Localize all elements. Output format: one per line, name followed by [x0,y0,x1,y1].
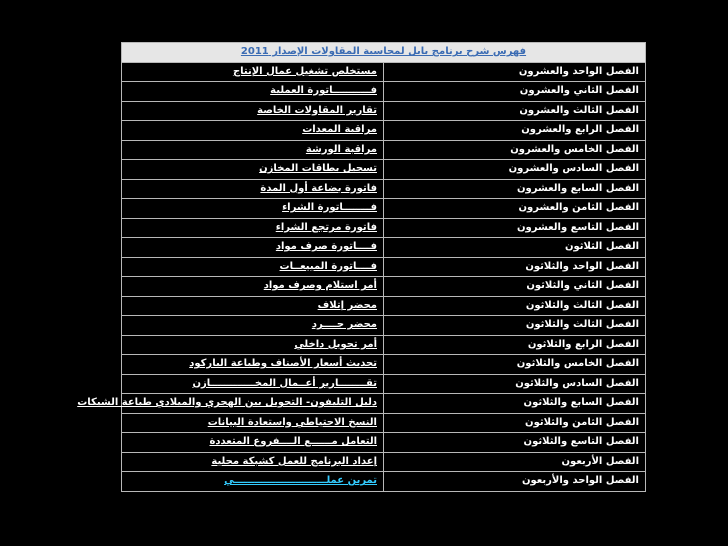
chapter-label: الفصل الثاني والثلاثون [384,277,646,297]
topic-link[interactable]: أمر استلام وصرف مواد [122,277,384,297]
table-row [122,355,646,375]
topic-link[interactable]: فــــــــاتورة الشراء [122,199,384,219]
chapter-label: الفصل الثامن والعشرون [384,199,646,219]
table-row [122,238,646,258]
table-row [122,316,646,336]
topic-link[interactable]: إعداد البرنامج للعمل كشبكة محلية [122,452,384,472]
topic-link[interactable]: مراقبة الورشة [122,140,384,160]
topic-link[interactable]: تسجيل بطاقات المخازن [122,160,384,180]
topic-link[interactable]: فـــــــــــاتورة العملية [122,82,384,102]
chapter-label: الفصل السادس والثلاثون [384,374,646,394]
chapter-label: الفصل الخامس والعشرون [384,140,646,160]
table-row [122,277,646,297]
chapter-label: الفصل الرابع والعشرون [384,121,646,141]
topic-link[interactable]: أمر تحويل داخلي [122,335,384,355]
table-row [122,452,646,472]
chapter-label: الفصل الواحد والثلاثون [384,257,646,277]
chapter-label: الفصل الثلاثون [384,238,646,258]
topic-link[interactable]: محضر جــــرد [122,316,384,336]
index-title[interactable]: فهرس شرح برنامج بابل لمحاسبة المقاولات الإصدار 2011 [122,43,646,63]
table-row [122,335,646,355]
chapter-label: الفصل السابع والثلاثون [384,394,646,414]
chapter-label: الفصل الخامس والثلاثون [384,355,646,375]
topic-link[interactable]: فاتورة مرتجع الشراء [122,218,384,238]
topic-link[interactable]: تقارير المقاولات الخاصة [122,101,384,121]
chapter-label: الفصل الثالث والعشرون [384,101,646,121]
table-row [122,62,646,82]
chapter-label: الفصل السادس والعشرون [384,160,646,180]
chapter-label: الفصل الثالث والثلاثون [384,296,646,316]
table-row [122,296,646,316]
table-row [122,218,646,238]
topic-link[interactable]: دليل التليفون- التحويل بين الهجري والميلادي طباعة الشيكات [122,394,384,414]
topic-link[interactable]: مراقبة المعدات [122,121,384,141]
chapter-label: الفصل الثالث والثلاثون [384,316,646,336]
chapters-index-table [77,42,646,492]
table-row [122,82,646,102]
topic-link[interactable]: مستخلص تشغيل عمال الإنتاج [122,62,384,82]
topic-link[interactable]: فــــاتورة المبيعــات [122,257,384,277]
chapter-label: الفصل الواحد والأربعون [384,472,646,492]
topic-link[interactable]: تقــــــــارير أعــمال المخـــــــــــــازن [122,374,384,394]
table-row [122,257,646,277]
table-row [122,101,646,121]
chapter-label: الفصل الثامن والثلاثون [384,413,646,433]
chapter-label: الفصل الرابع والثلاثون [384,335,646,355]
chapter-label: الفصل السابع والعشرون [384,179,646,199]
topic-link[interactable]: تمرين عملـــــــــــــــــــــــــــي [122,472,384,492]
chapter-label: الفصل الواحد والعشرون [384,62,646,82]
chapter-label: الفصل التاسع والعشرون [384,218,646,238]
table-row [122,413,646,433]
topic-link[interactable]: النسخ الاحتياطي واستعادة البيانات [122,413,384,433]
table-row [122,199,646,219]
chapter-label: الفصل التاسع والثلاثون [384,433,646,453]
topic-link[interactable]: تحديث أسعار الأصناف وطباعة الباركود [122,355,384,375]
topic-link[interactable]: التعامل مــــــع الــــفروع المتعددة [122,433,384,453]
topic-link[interactable]: فــــاتورة صرف مواد [122,238,384,258]
table-row [122,394,646,414]
table-row [122,433,646,453]
title-row [122,43,646,63]
table-row [122,140,646,160]
topic-link[interactable]: محضر إتلاف [122,296,384,316]
table-row [122,374,646,394]
topic-link[interactable]: فاتورة بضاعة أول المدة [122,179,384,199]
chapter-label: الفصل الأربعون [384,452,646,472]
table-row [122,472,646,492]
table-row [122,160,646,180]
table-row [122,179,646,199]
chapter-label: الفصل الثاني والعشرون [384,82,646,102]
table-row [122,121,646,141]
